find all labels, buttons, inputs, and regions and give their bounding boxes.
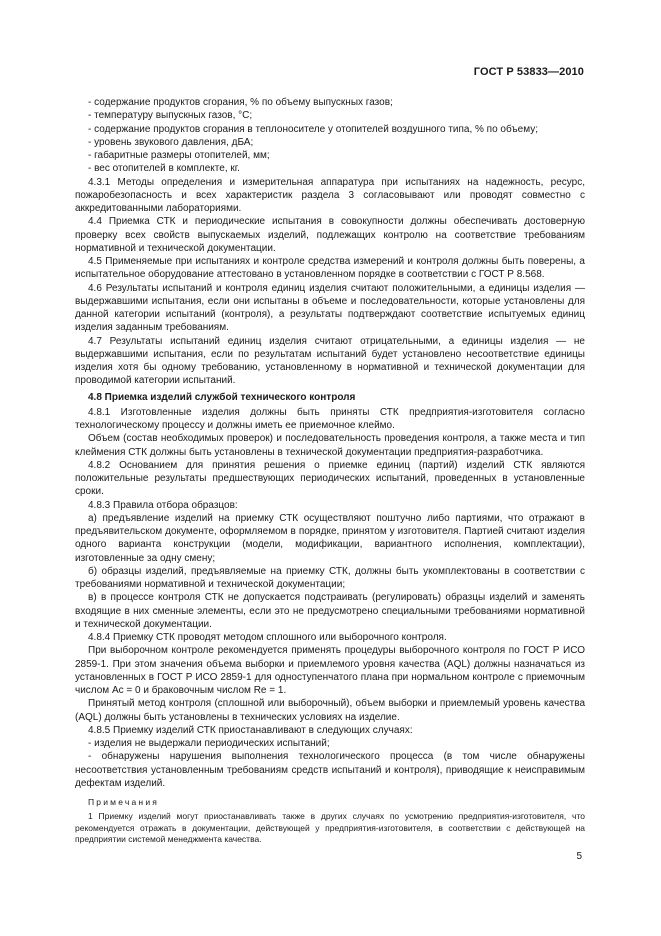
paragraph-item-a: а) предъявление изделий на приемку СТК осуществляют поштучно либо партиями, что отражают в предъявительском документе, оформляемом в порядке, принятом у изготовителя. Партией считают изделия одного варианта конструкции (модели, модификации, вариантного исполнения, комплектации), изготовленные за одну смену; [75,512,585,564]
paragraph-4-8-5: 4.8.5 Приемку изделий СТК приостанавливают в следующих случаях: [88,724,413,736]
note-item: 1 Приемку изделий могут приостанавливать также в других случаях по усмотрению предприятия-изготовителя, что рекомендуется отражать в документации, действующей у предприятия-изготовителя, в соответствии с действующей на предприятии системой менеджмента качества. [75,811,585,845]
document-header: ГОСТ Р 53833—2010 [473,66,584,78]
list-item: - содержание продуктов сгорания в теплоносителе у отопителей воздушного типа, % по объему; [88,123,538,135]
list-item: - габаритные размеры отопителей, мм; [88,150,270,161]
paragraph: Объем (состав необходимых проверок) и последовательность проведения контроля, а также места и тип клеймения СТК должны быть установлены в технической документации предприятия-разработчика. [75,433,585,458]
list-item: - содержание продуктов сгорания, % по объему выпускных газов; [88,97,393,108]
paragraph: Принятый метод контроля (сплошной или выборочный), объем выборки и приемлемый уровень качества (AQL) должны быть установлены в технических условиях на изделие. [75,698,585,723]
section-heading: 4.8 Приемка изделий службой технического контроля [88,391,356,403]
paragraph: При выборочном контроле рекомендуется применять процедуры выборочного контроля по ГОСТ Р ИСО 2859-1. При этом значения объема выборки и приемлемого уровня качества (AQL) должны назначаться из установленных в ГОСТ Р ИСО 2859-1 для одноступенчатого плана при нормальном контроле с приемочным числом Ac = 0 и браковочным числом Re = 1. [75,645,585,696]
list-item: - обнаружены нарушения выполнения технологического процесса (в том числе обнаружены несоответствия установленным требованиям средств испытаний и контроля), приводящие к неисправимым дефектам изделий. [75,751,585,789]
paragraph-4-8-4: 4.8.4 Приемку СТК проводят методом сплошного или выборочного контроля. [88,632,447,643]
notes-title: Примечания [88,797,160,807]
paragraph-4-6: 4.6 Результаты испытаний и контроля единиц изделия считают положительными, а единицы изделия — выдержавшими испытания, если они испытаны в объеме и последовательности, которые установлены для данной категории испытаний (контроля), а результаты подтверждают соответствие испытуемых единиц изделия заданным требованиям. [75,282,585,334]
paragraph-4-8-2: 4.8.2 Основанием для принятия решения о приемке единиц (партий) изделий СТК являются положительные результаты предшествующих периодических испытаний, проведенных в установленные сроки. [75,459,585,498]
list-item: - температуру выпускных газов, °С; [88,110,253,122]
list-item: - вес отопителей в комплекте, кг. [88,163,240,175]
paragraph-4-4: 4.4 Приемка СТК и периодические испытания в совокупности должны обеспечивать достоверную проверку всех свойств выпускаемых изделий, подлежащих контролю на соответствие требованиям нормативной и технической документации. [75,216,585,254]
document-body [75,96,585,846]
list-item: - уровень звукового давления, дБА; [88,136,254,148]
paragraph-item-c: в) в процессе контроля СТК не допускается подстраивать (регулировать) образцы изделий и заменять входящие в них сменные элементы, если это не предусмотрено специальными требованиями нормативной и технической документации. [75,592,585,630]
page-number: 5 [576,851,582,862]
paragraph-4-7: 4.7 Результаты испытаний единиц изделия считают отрицательными, а единицы изделия — не выдержавшими испытания, если по результатам испытаний будет установлено несоответствие единицы изделия хотя бы одному требованию, установленному в нормативной и технической документации для проводимой категории испытаний. [75,335,585,387]
paragraph-4-8-3: 4.8.3 Правила отбора образцов: [88,499,238,511]
list-item: - изделия не выдержали периодических испытаний; [88,738,330,749]
paragraph-4-3-1: 4.3.1 Методы определения и измерительная аппаратура при испытаниях на надежность, ресурс, пожаробезопасность и всех характеристик раздела 3 согласовывают или проводят совместно с аккредитованными лабораториями. [75,176,585,214]
paragraph-4-5: 4.5 Применяемые при испытаниях и контроле средства измерений и контроля должны быть поверены, а испытательное оборудование аттестовано в установленном порядке в соответствии с ГОСТ Р 8.568. [75,256,585,281]
paragraph-4-8-1: 4.8.1 Изготовленные изделия должны быть приняты СТК предприятия-изготовителя согласно технологическому процессу и должны иметь ее приемочное клеймо. [75,406,585,431]
paragraph-item-b: б) образцы изделий, предъявляемые на приемку СТК, должны быть укомплектованы в соответствии с требованиями нормативной и технической документации; [75,565,585,590]
